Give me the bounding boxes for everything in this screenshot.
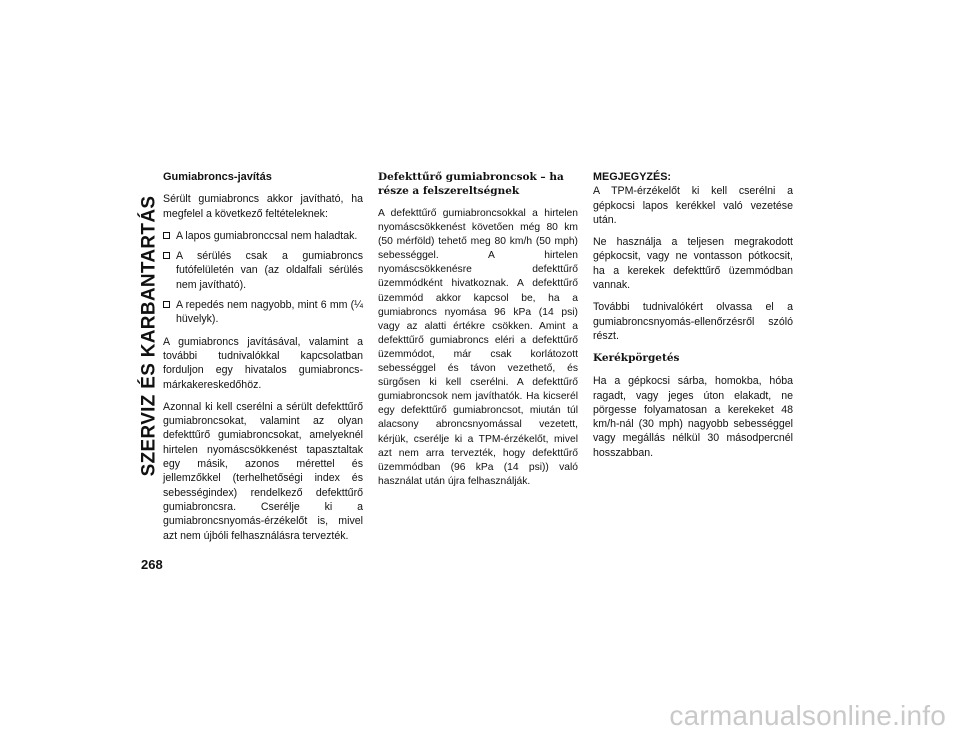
page-number: 268 (141, 557, 163, 572)
wheel-spin-paragraph: Ha a gépkocsi sárba, homokba, hóba ragadt, vagy jeges úton elakadt, ne pörgesse folyamatosan a kerekeket 48 km/h-nál (30 mph) nagyobb sebességgel vagy megállás nélkül 30 másodpercnél hosszabban. (593, 375, 793, 459)
column-right (593, 170, 793, 468)
column-left (163, 170, 363, 551)
watermark-text: carmanualsonline.info (669, 700, 946, 731)
checkbox-bullet-icon (163, 232, 170, 239)
runflat-mode-paragraph: Ne használja a teljesen megrakodott gépkocsit, vagy ne vontasson pótkocsit, ha a kerekek defekttűrő üzemmódban vannak. (593, 236, 793, 292)
checkbox-bullet-icon (163, 301, 170, 308)
runflat-tires-paragraph: A defekttűrő gumiabroncsokkal a hirtelen nyomáscsökkenést követően még 80 km (50 mérföld) tehető meg 80 km/h (50 mph) sebességgel. A hirtelen nyomáscsökkenésre defekttűrő üzemmódként hivatkoznak. A defekttűrő üzemmód akkor kapcsol be, ha a gumiabroncs nyomása 96 kPa (14 psi) vagy az alatti értékre csökken. Amint a defekttűrő gumiabroncs eléri a defekttűrő üzemmódot, már csak korlátozott sebességgel és távon vezethető, és sürgősen ki kell cserélni. A defekttűrő gumiabroncsok nem javíthatók. Ha kicserél egy defekttűrő gumiabroncsot, miután túl alacsony abroncsnyomással vezetett, kérjük, cserélje ki a TPM-érzékelőt, mivel azt nem arra tervezték, hogy defekttűrő üzemmódban (96 kPa (14 psi)) való használat után újra felhasználják. (378, 208, 578, 487)
list-item: A lapos gumiabronccsal nem haladtak. (163, 229, 363, 243)
tire-repair-paragraph: A gumiabroncs javításával, valamint a további tudnivalókkal kapcsolatban forduljon egy hivatalos gumiabroncs-márkakereskedőhöz. (163, 335, 363, 391)
wheel-spin-heading: Kerékpörgetés (593, 352, 680, 365)
pressure-reference-paragraph: További tudnivalókért olvassa el a gumiabroncsnyomás-ellenőrzésről szóló részt. (593, 301, 793, 342)
list-item: A repedés nem nagyobb, mint 6 mm (¼ hüvelyk). (163, 298, 363, 327)
column-middle (378, 170, 578, 497)
checkbox-bullet-icon (163, 252, 170, 259)
repair-conditions-list (163, 229, 363, 327)
note-heading: MEGJEGYZÉS: (593, 171, 671, 183)
section-side-title (133, 160, 165, 512)
runflat-tires-heading: Defekttűrő gumiabroncsok – ha része a felszereltségnek (378, 171, 564, 197)
list-item: A sérülés csak a gumiabroncs futófelületén van (az oldalfali sérülés nem javítható). (163, 249, 363, 292)
runflat-replace-paragraph: Azonnal ki kell cserélni a sérült defekttűrő gumiabroncsokat, valamint az olyan defekttűrő gumiabroncsokat, amelyeknél hirtelen nyomáscsökkenést tapasztaltak egy másik, azonos mérettel és jellemzőkkel (terhelhetőségi index és sebességindex) rendelkező defekttűrő gumiabroncsra. Cserélje ki a gumiabroncsnyomás-érzékelőt is, mivel azt nem újbóli felhasználásra tervezték. (163, 400, 363, 542)
tire-repair-intro: Sérült gumiabroncs akkor javítható, ha megfelel a következő feltételeknek: (163, 193, 363, 220)
note-text: A TPM-érzékelőt ki kell cserélni a gépkocsi lapos kerékkel való vezetése után. (593, 185, 793, 226)
section-side-title-text: SZERVIZ ÉS KARBANTARTÁS (138, 195, 159, 477)
tire-repair-heading: Gumiabroncs-javítás (163, 171, 272, 183)
